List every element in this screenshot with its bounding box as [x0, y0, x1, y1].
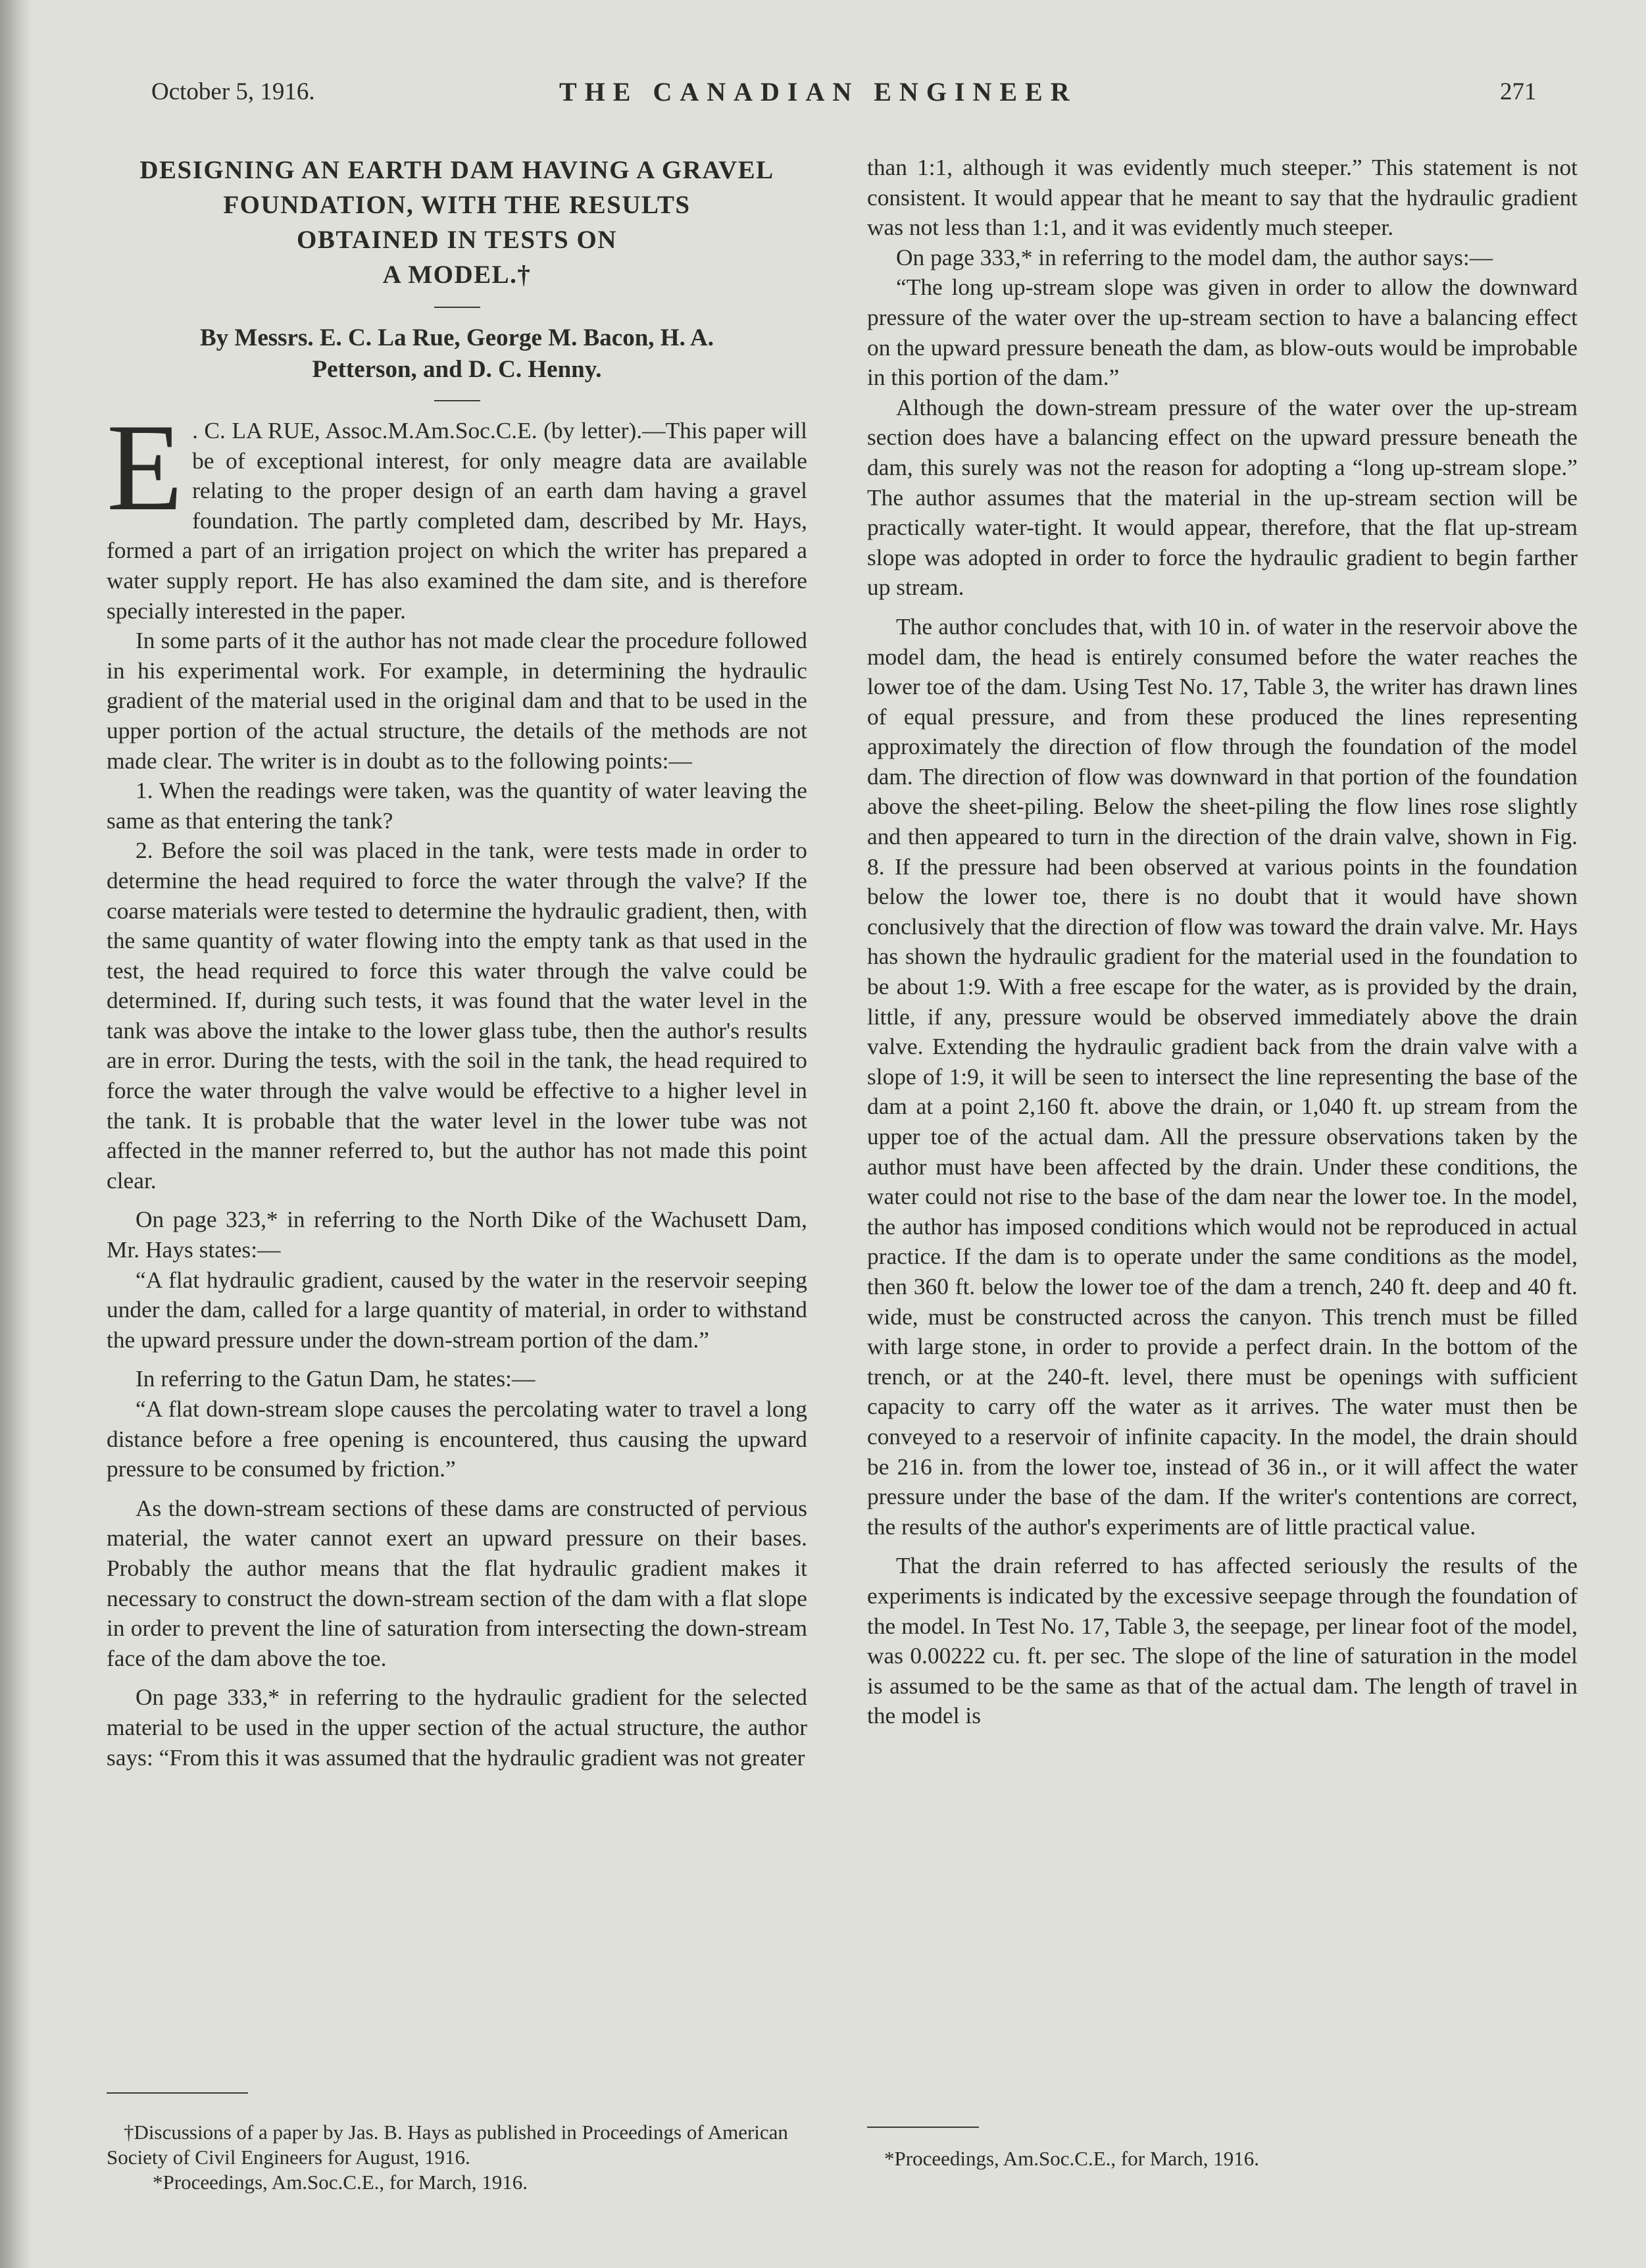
left-column: [107, 153, 807, 1773]
body-paragraph: Although the down-stream pressure of the water over the up-stream section does have a balancing effect on the upward pressure beneath the dam, this surely was not the reason for adopting a “long up-stream slope.” The author assumes that the material in the up-stream section will be practically water-tight. It would appear, therefore, that the flat up-stream slope was adopted in order to force the hydraulic gradient to begin farther up stream.: [867, 393, 1578, 601]
body-paragraph: On page 333,* in referring to the hydraulic gradient for the selected material to be used in the upper section of the actual structure, the author says: “From this it was assumed that the hydraulic gradient was not greater: [107, 1684, 807, 1771]
title-divider: [434, 307, 480, 308]
numbered-point: 2. Before the soil was placed in the tank, were tests made in order to determine the head required to force the water through the valve? If the coarse materials were tested to determine the hydraulic gradient, then, with the same quantity of water flowing into the empty tank as that used in the test, the head required to force this water through the valve could be determined. If, during such tests, it was found that the water level in the tank was above the intake to the lower glass tube, then the author's results are in error. During the tests, with the soil in the tank, the head required to force the water through the valve would be effective to a higher level in the tank. It is probable that the water level in the lower tube was not affected in the manner referred to, but the author has not made this point clear.: [107, 837, 807, 1194]
body-paragraph: On page 333,* in referring to the model dam, the author says:—: [896, 243, 1493, 270]
body-paragraph: In referring to the Gatun Dam, he states:—: [136, 1365, 536, 1392]
footnote-rule: [107, 2092, 248, 2094]
body-paragraph: On page 323,* in referring to the North Dike of the Wachusett Dam, Mr. Hays states:—: [107, 1206, 807, 1263]
opening-paragraph-text: . C. LA RUE, Assoc.M.Am.Soc.C.E. (by letter).—This paper will be of exceptional interest, for only meagre data are available relating to the proper design of an earth dam having a gravel foundation. The partly completed dam, described by Mr. Hays, formed a part of an irrigation project on which the writer has prepared a water supply report. He has also examined the dam site, and is therefore specially interested in the paper.: [107, 417, 807, 624]
footnote-rule: [867, 2127, 979, 2128]
body-paragraph: The author concludes that, with 10 in. of water in the reservoir above the model dam, the head is entirely consumed before the water reaches the lower toe of the dam. Using Test No. 17, Table 3, the writer has drawn lines of equal pressure, and from these produced the lines representing approximately the direction of flow through the foundation of the model dam. The direction of flow was downward in that portion of the foundation above the sheet-piling. Below the sheet-piling the flow lines rose slightly and then appeared to turn in the direction of the drain valve, shown in Fig. 8. If the pressure had been observed at various points in the foundation below the lower toe, there is no doubt that it would have shown conclusively that the direction of flow was toward the drain valve. Mr. Hays has shown the hydraulic gradient for the material used in the foundation to be about 1:9. With a free escape for the water, as is provided by the drain, little, if any, pressure would be observed immediately above the drain valve. Extending the hydraulic gradient back from the drain valve with a slope of 1:9, it will be seen to intersect the line representing the base of the dam at a point 2,160 ft. above the drain, or 1,040 ft. up stream from the upper toe of the actual dam. All the pressure observations taken by the author must have been affected by the drain. Under these conditions, the water could not rise to the base of the dam near the lower toe. In the model, the author has imposed conditions which would not be reproduced in actual practice. If the dam is to operate under the same conditions as the model, then 360 ft. below the lower toe of the dam a trench, 240 ft. deep and 40 ft. wide, must be constructed across the canyon. This trench must be filled with large stone, in order to provide a perfect drain. In the bottom of the trench, or at the 240-ft. level, there must be openings with sufficient capacity to carry off the water as it arrives. The water must then be conveyed to a reservoir of infinite capacity. In the model, the drain should be 216 in. from the lower toe, instead of 36 in., or it will affect the water pressure under the base of the dam. If the writer's contentions are correct, the results of the author's experiments are of little practical value.: [867, 613, 1578, 1540]
footnote-asterisk: *Proceedings, Am.Soc.C.E., for March, 1916.: [153, 2171, 528, 2194]
header-journal-title: THE CANADIAN ENGINEER: [559, 77, 1078, 107]
byline-line: By Messrs. E. C. La Rue, George M. Bacon, H. A.: [199, 324, 714, 351]
body-paragraph: As the down-stream sections of these dams are constructed of pervious material, the water cannot exert an upward pressure on their bases. Probably the author means that the flat hydraulic gradient makes it necessary to construct the down-stream section of the dam with a flat slope in order to prevent the line of saturation from intersecting the down-stream face of the dam above the toe.: [107, 1494, 807, 1671]
header-page-number: 271: [1500, 78, 1537, 105]
quotation: “The long up-stream slope was given in order to allow the downward pressure of the water over the up-stream section to have a balancing effect on the upward pressure beneath the dam, as blow-outs would be improbable in this portion of the dam.”: [867, 274, 1578, 391]
running-header: [0, 71, 1646, 117]
title-line: OBTAINED IN TESTS ON: [297, 226, 617, 254]
body-paragraph: than 1:1, although it was evidently much steeper.” This statement is not consistent. It would appear that he meant to say that the hydraulic gradient was not less than 1:1, and it was evidently much steeper.: [867, 154, 1578, 241]
article-title: [107, 153, 807, 292]
numbered-point: 1. When the readings were taken, was the quantity of water leaving the same as that entering the tank?: [107, 777, 807, 834]
header-date: October 5, 1916.: [151, 78, 315, 105]
drop-cap: E: [107, 399, 184, 537]
opening-paragraph: [107, 399, 807, 626]
byline: [107, 322, 807, 386]
quotation: “A flat hydraulic gradient, caused by the water in the reservoir seeping under the dam, called for a large quantity of material, in order to withstand the upward pressure under the down-stream portion of the dam.”: [107, 1266, 807, 1353]
right-footnotes: [867, 2127, 1578, 2171]
title-line: A MODEL.†: [382, 261, 532, 289]
title-line: DESIGNING AN EARTH DAM HAVING A GRAVEL: [139, 156, 774, 184]
footnote-dagger: †Discussions of a paper by Jas. B. Hays as published in Proceedings of American Society of Civil Engineers for August, 1916.: [107, 2121, 788, 2169]
body-paragraph: In some parts of it the author has not made clear the procedure followed in his experimental work. For example, in determining the hydraulic gradient of the material used in the original dam and that to be used in the upper portion of the actual structure, the details of the methods are not made clear. The writer is in doubt as to the following points:—: [107, 627, 807, 774]
right-column: [867, 153, 1578, 1731]
byline-divider: [434, 400, 480, 401]
footnote-asterisk: *Proceedings, Am.Soc.C.E., for March, 1916.: [884, 2147, 1259, 2170]
body-paragraph: That the drain referred to has affected seriously the results of the experiments is indicated by the excessive seepage through the foundation of the model. In Test No. 17, Table 3, the seepage, per linear foot of the model, was 0.00222 cu. ft. per sec. The slope of the line of saturation in the model is assumed to be the same as that of the actual dam. The length of travel in the model is: [867, 1552, 1578, 1729]
title-line: FOUNDATION, WITH THE RESULTS: [223, 191, 691, 219]
left-footnotes: [107, 2071, 807, 2195]
page-binding-shadow: [0, 0, 32, 2268]
quotation: “A flat down-stream slope causes the percolating water to travel a long distance before a free opening is encountered, thus causing the upward pressure to be consumed by friction.”: [107, 1396, 807, 1482]
byline-line: Petterson, and D. C. Henny.: [312, 356, 602, 383]
